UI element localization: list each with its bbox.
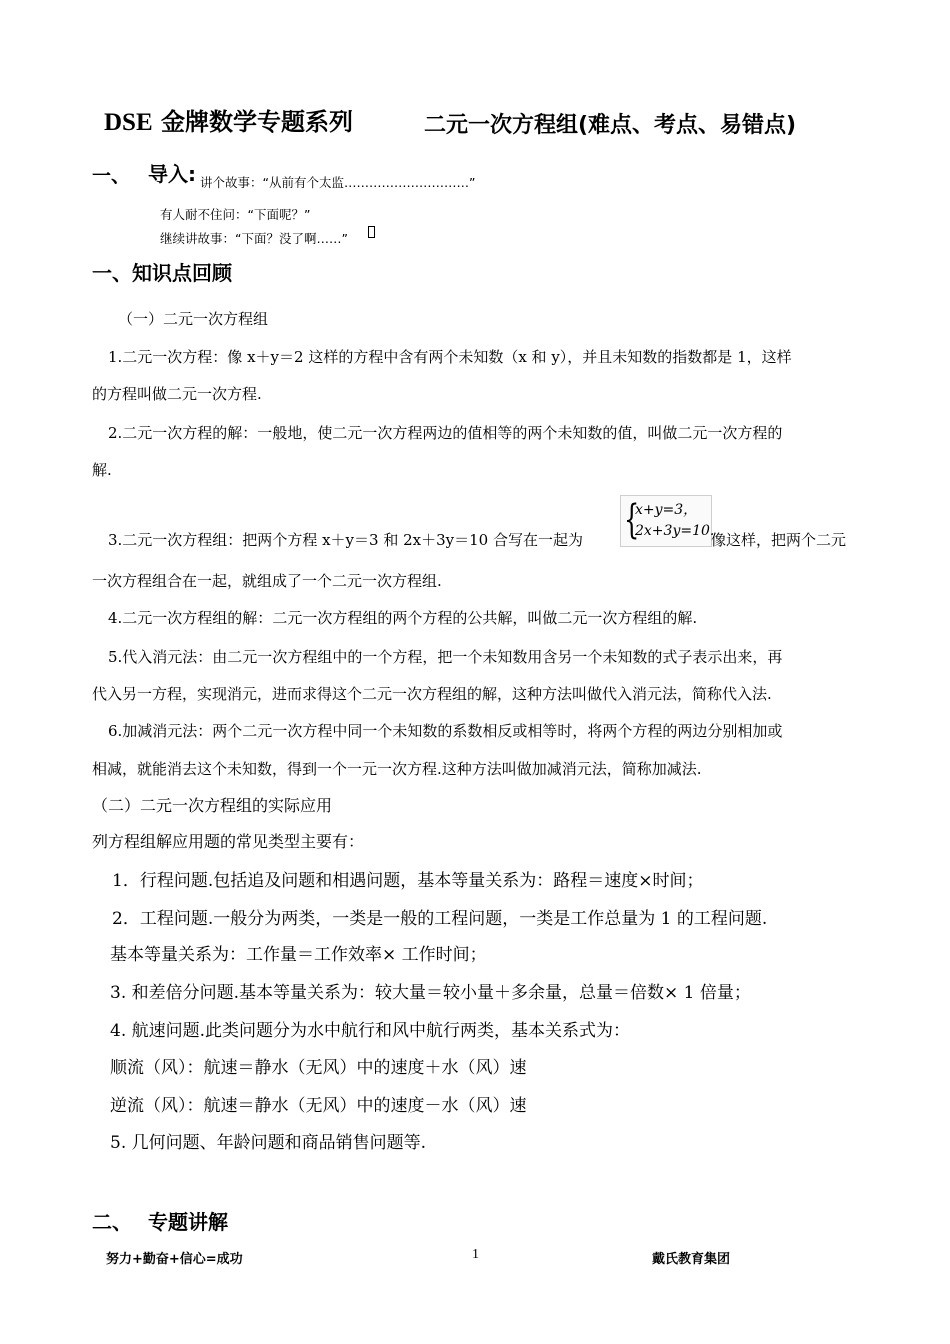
intro-number: 一、 (92, 165, 131, 187)
intro-heading: 导入: (148, 162, 196, 186)
application-item-2: 2．工程问题.一般分为两类，一类是一般的工程问题，一类是工作总量为 1 的工程问题. (112, 909, 768, 929)
definition-3-line-2: 一次方程组合在一起，就组成了一个二元一次方程组. (92, 572, 442, 590)
dse-label: DSE (104, 109, 153, 136)
section-2-number: 二、 (92, 1210, 132, 1234)
definition-5-line-1: 5.代入消元法：由二元一次方程组中的一个方程，把一个未知数用含另一个未知数的式子表示出来，再 (108, 648, 783, 666)
equation-system-image (620, 495, 715, 547)
equation-1: x+y=3， (635, 502, 698, 518)
subsection-1-heading: （一）二元一次方程组 (118, 310, 269, 328)
placeholder-box (368, 226, 375, 238)
series-title (104, 102, 353, 137)
definition-2-line-1: 2.二元一次方程的解：一般地，使二元一次方程两边的值相等的两个未知数的值，叫做二元一次方程的 (108, 424, 783, 442)
definition-6-line-2: 相减，就能消去这个未知数，得到一个一元一次方程.这种方法叫做加减消元法，简称加减法. (92, 760, 702, 778)
definition-5-line-2: 代入另一方程，实现消元，进而求得这个二元一次方程组的解，这种方法叫做代入消元法，简称代入法. (92, 685, 772, 703)
application-item-2-relation: 基本等量关系为：工作量＝工作效率× 工作时间； (110, 945, 487, 965)
intro-line-3: 继续讲故事：“下面？没了啊……” (160, 231, 348, 246)
application-item-3: 3. 和差倍分问题.基本等量关系为：较大量＝较小量＋多余量，总量＝倍数× 1 倍量； (110, 983, 751, 1003)
application-item-1: 1．行程问题.包括追及问题和相遇问题，基本等量关系为：路程＝速度×时间； (112, 871, 704, 891)
footer-motto: 努力+勤奋+信心=成功 (106, 1252, 243, 1267)
application-intro: 列方程组解应用题的常见类型主要有： (92, 832, 365, 851)
definition-3-line-1: 3.二元一次方程组：把两个方程 x＋y＝3 和 2x＋3y＝10 合写在一起为 (108, 531, 583, 549)
application-item-4: 4. 航速问题.此类问题分为水中航行和风中航行两类，基本关系式为： (110, 1021, 631, 1041)
definition-4: 4.二元一次方程组的解：二元一次方程组的两个方程的公共解，叫做二元一次方程组的解. (108, 609, 698, 627)
footer-company: 戴氏教育集团 (652, 1252, 731, 1267)
definition-3-tail: 像这样，把两个二元 (711, 531, 847, 549)
series-name: 金牌数学专题系列 (161, 108, 353, 136)
intro-line-2: 有人耐不住问：“下面呢？” (160, 207, 311, 222)
subsection-2-heading: （二）二元一次方程组的实际应用 (92, 796, 333, 815)
application-item-5: 5. 几何问题、年龄问题和商品销售问题等. (110, 1133, 427, 1153)
brace-symbol: { (624, 497, 640, 543)
intro-line-1: 讲个故事：“从前有个太监…………………………” (200, 175, 476, 190)
definition-1-line-1: 1.二元一次方程：像 x＋y＝2 这样的方程中含有两个未知数（x 和 y），并且未知数的指数都是 1，这样 (108, 348, 792, 366)
review-heading: 一、知识点回顾 (92, 261, 232, 285)
topic-title: 二元一次方程组(难点、考点、易错点) (424, 113, 797, 138)
equation-2: 2x+3y=10. (635, 523, 715, 539)
section-2-title: 专题讲解 (148, 1210, 228, 1234)
definition-6-line-1: 6.加减消元法：两个二元一次方程中同一个未知数的系数相反或相等时，将两个方程的两边分别相加或 (108, 722, 783, 740)
definition-2-line-2: 解. (92, 461, 112, 479)
definition-1-line-2: 的方程叫做二元一次方程. (92, 385, 262, 403)
application-item-4-upstream: 逆流（风）：航速＝静水（无风）中的速度－水（风）速 (110, 1096, 527, 1116)
application-item-4-downstream: 顺流（风）：航速＝静水（无风）中的速度＋水（风）速 (110, 1058, 527, 1078)
page-number: 1 (472, 1247, 479, 1262)
